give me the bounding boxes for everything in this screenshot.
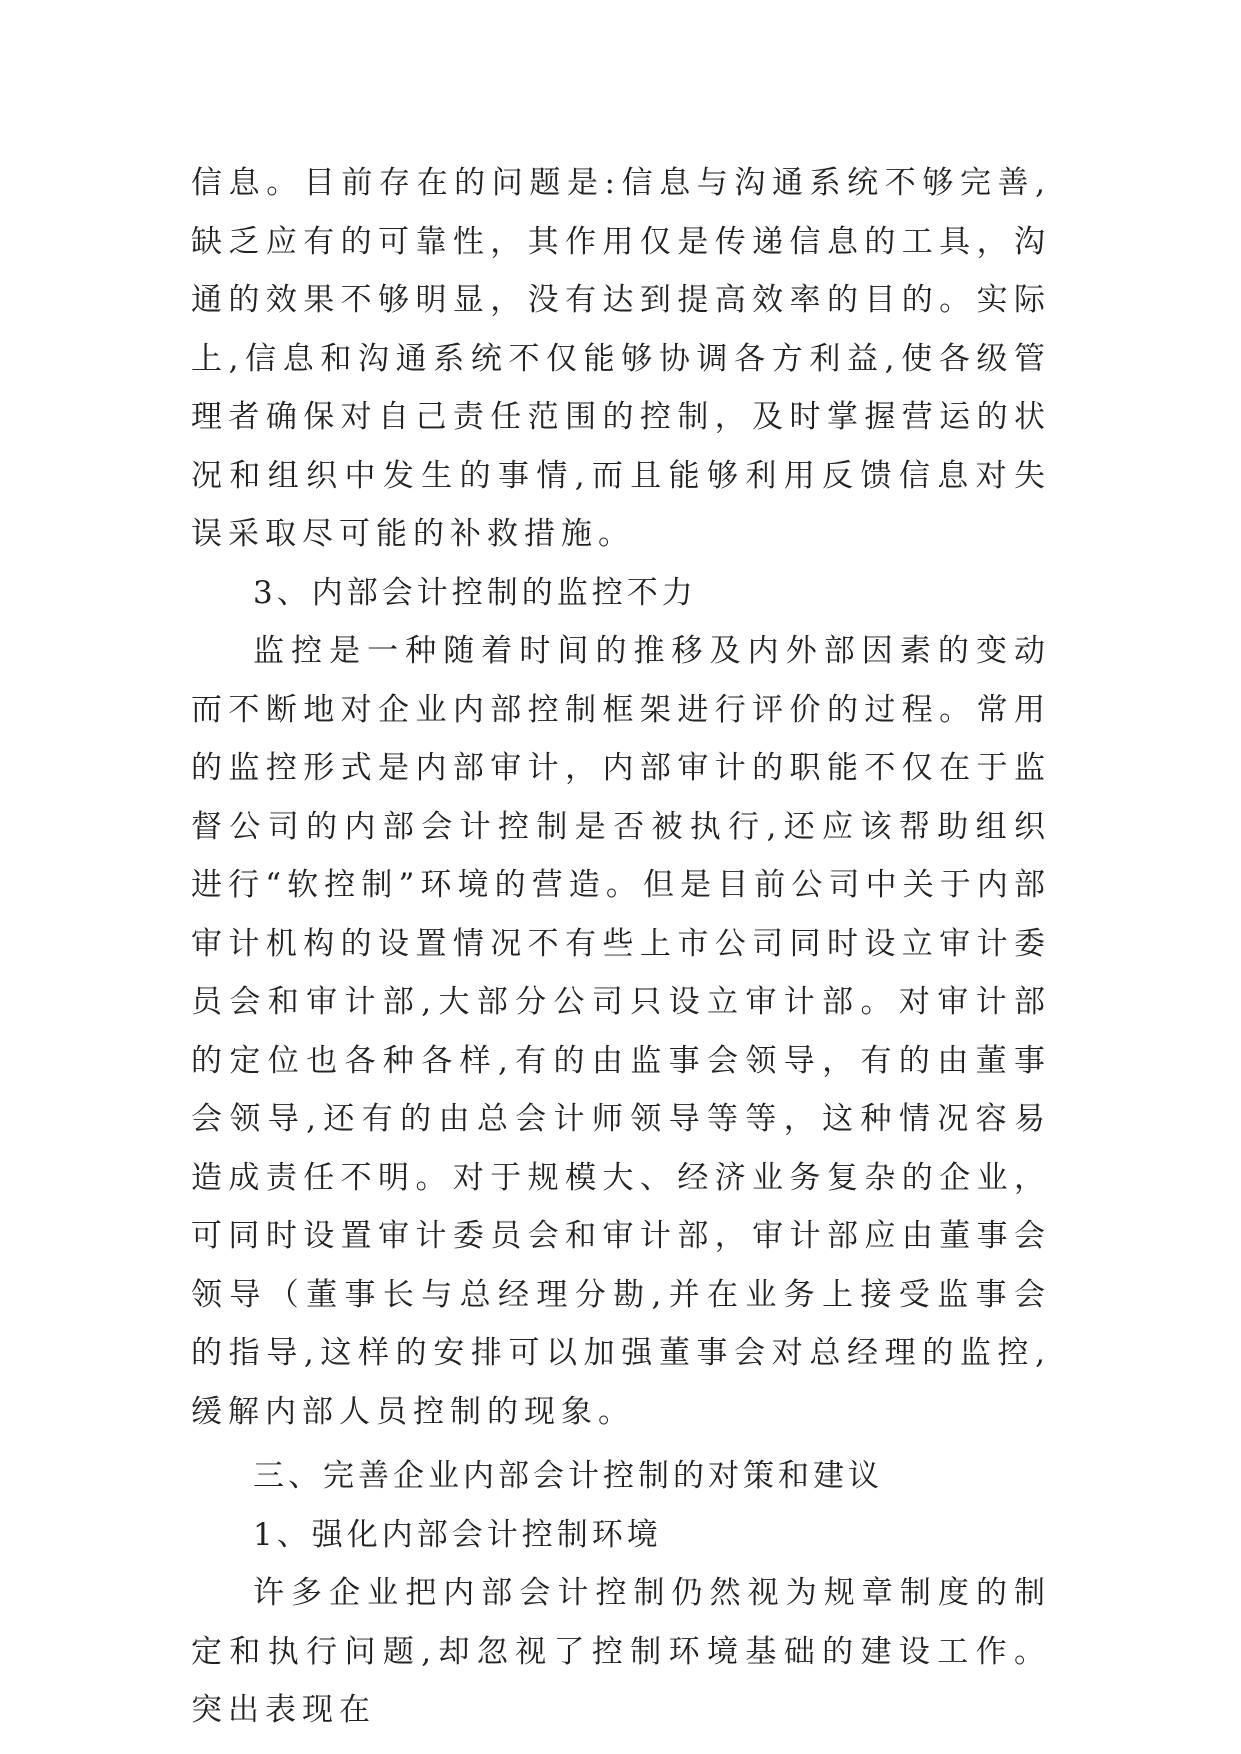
section-heading-1: 1、强化内部会计控制环境 (253, 1516, 662, 1553)
chapter-heading-3: 三、完善企业内部会计控制的对策和建议 (253, 1458, 883, 1494)
document-body (191, 154, 1051, 1740)
paragraph-monitoring: 监控是一种随着时间的推移及内外部因素的变动而不断地对企业内部控制框架进行评价的过程。常用的监控形式是内部审计，内部审计的职能不仅在于监督公司的内部会计控制是否被执行,还应该帮助组织进行“软控制”环境的营造。但是目前公司中关于内部审计机构的设置情况不有些上市公司同时设立审计委员会和审计部,大部分公司只设立审计部。对审计部的定位也各种各样,有的由监事会领导，有的由董事会领导,还有的由总会计师领导等等，这种情况容易造成责任不明。对于规模大、经济业务复杂的企业，可同时设置审计委员会和审计部，审计部应由董事会领导（董事长与总经理分勘,并在业务上接受监事会的指导,这样的安排可以加强董事会对总经理的监控,缓解内部人员控制的现象。 (191, 633, 1051, 1430)
paragraph-environment: 许多企业把内部会计控制仍然视为规章制度的制定和执行问题,却忽视了控制环境基础的建设工作。突出表现在 (191, 1575, 1051, 1728)
section-heading-3: 3、内部会计控制的监控不力 (253, 574, 697, 611)
paragraph-continuation: 信息。目前存在的问题是:信息与沟通系统不够完善,缺乏应有的可靠性，其作用仅是传递信息的工具，沟通的效果不够明显，没有达到提高效率的目的。实际上,信息和沟通系统不仅能够协调各方利益,使各级管理者确保对自己责任范围的控制，及时掌握营运的状况和组织中发生的事情,而且能够利用反馈信息对失误采取尽可能的补救措施。 (191, 165, 1051, 552)
